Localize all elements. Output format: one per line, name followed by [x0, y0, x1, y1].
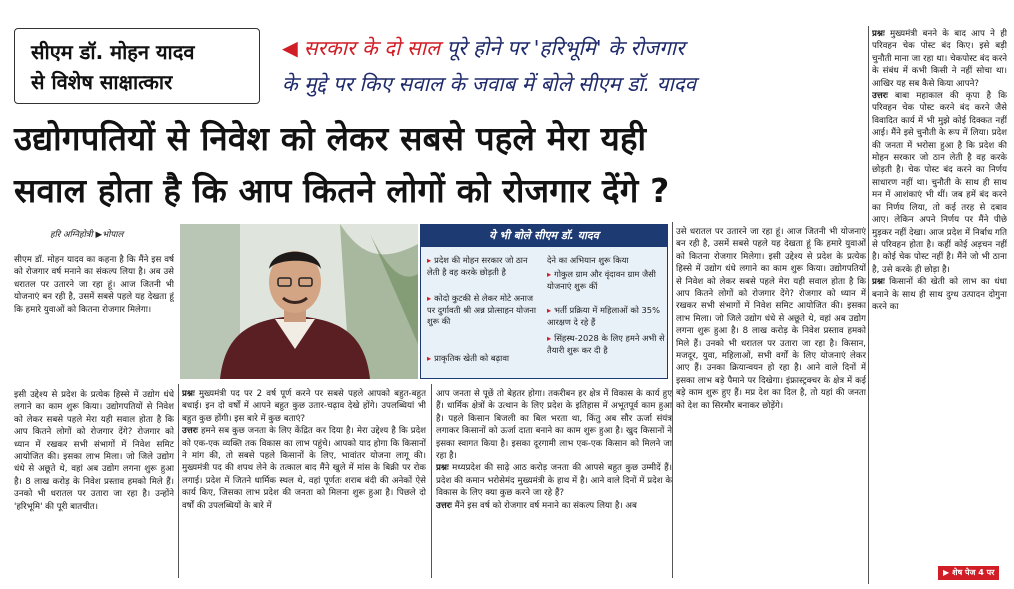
question-label: प्रश्नः: [436, 463, 449, 474]
headline: [14, 113, 869, 217]
question-text: मुख्यमंत्री बनने के बाद आप ने ही परिवहन चेक पोस्ट बंद किए। इसे बड़ी चुनौती माना जा रहा था। चेकपोस्ट बंद करने के संबंध में कभी किसी ने नहीं सोचा था। आखिर यह सब कैसे किया आपने?: [872, 29, 1007, 89]
bullet-arrow-icon: ▸: [427, 255, 432, 265]
side-box-point: ▸ भर्ती प्रक्रिया में महिलाओं को 35% आरक्षण दे रहे हैं: [547, 305, 660, 327]
question-text: किसानों की खेती को लाभ का धंधा बनाने के साथ ही साथ दुग्ध उत्पादन दोगुना करने का: [872, 277, 1007, 312]
answer-label: उत्तरः: [182, 426, 198, 437]
col1-bottom-text: इसी उद्देश्य से प्रदेश के प्रत्येक हिस्से में उद्योग धंधे लगाने का काम शुरू किया। उद्योगपतियों से निवेश को लेकर सबसे पहले मेरा यही सवाल होता है कि आप कितने लोगों को रोजगार देंगे? रोजगार को ध्यान में रखकर सभी संभागों में निवेश समिट आयोजित की। इसका लाभ मिला। जो जिले उद्योग धंधे से अछूते थे, वहां अब उद्योग लगना शुरू हुआ है। 8 लाख करोड़ के निवेश प्रस्ताव हमको मिले हैं। उनको भी धरातल पर उतारा जा रहा है। उन्होंने 'हरिभूमि' की पूरी बातचीत।: [14, 390, 174, 512]
right-column: [872, 28, 1007, 584]
byline: [50, 228, 123, 240]
answer-text: मैंने इस वर्ष को रोजगार वर्ष मनाने का संकल्प लिया है। अब: [454, 500, 637, 511]
column-divider: [672, 222, 673, 578]
side-box-point: ▸ प्राकृतिक खेती को बढ़ावा: [427, 353, 510, 363]
answer-text: बाबा महाकाल की कृपा है कि परिवहन चेक पोस्ट करने बंद करने जैसे विवादित कार्य में भी मुझे कोई दिक्कत नहीं आई। मैंने इसे चुनौती के रूप में लिया। प्रदेश की जनता में भरोसा हुआ है कि प्रदेश की मोहन सरकार जो ठान लेती है वह करके छोड़ती है। चेक पोस्ट बंद करने का निर्णय साधारण नहीं था। चुनौती के साथ ही साथ मन में आशंकाएं भी थीं। जब हमें बंद करने का निर्णय लिया, तो कई तरह से दबाव आए। लेकिन अपने निर्णय पर मैंने पीछे मुड़कर नहीं देखा। आज प्रदेश में निर्बाध गति से परिवहन होता है। कहीं कोई अड़चन नहीं है। कोई चेक पोस्ट नहीं है। मैंने जो भी ठाना है, उसे करके ही छोड़ा है।: [872, 91, 1007, 275]
col2-text: [182, 388, 426, 576]
col3-text: [436, 388, 672, 576]
kicker-text: [282, 30, 867, 102]
kicker-highlight: सरकार के दो साल: [303, 36, 441, 60]
kicker-arrow-icon: ◀: [282, 36, 298, 60]
question-label: प्रश्नः: [872, 29, 885, 39]
continue-arrow-icon: ▶: [943, 568, 950, 577]
question-text: मुख्यमंत्री पद पर 2 वर्ष पूर्ण करने पर सबसे पहले आपको बहुत-बहुत बधाई। इन दो वर्षों में आपने बहुत कुछ उतार-चढ़ाव देखे होंगे। उपलब्धियां भी बहुत कुछ होंगी। इस बारे में कुछ बताएं?: [182, 389, 426, 424]
headline-line-1: उद्योगपतियों से निवेश को लेकर सबसे पहले मेरा यही: [14, 119, 647, 158]
cm-photo: [180, 224, 418, 379]
side-box-point: ▸ प्रदेश की मोहन सरकार जो ठान लेती है वह करके छोड़ती है: [427, 255, 528, 277]
byline-author: हरि अग्निहोत्री: [50, 230, 93, 240]
side-box-point: देने का अभियान शुरू किया: [547, 255, 629, 265]
byline-place: भोपाल: [102, 230, 124, 240]
side-box-point: ▸ सिंहस्थ-2028 के लिए हमने अभी से तैयारी शुरू कर दी है: [547, 333, 665, 355]
kicker-rest: पूरे होने पर 'हरिभूमि' के रोजगार: [440, 36, 685, 60]
col1-top-text: सीएम डॉ. मोहन यादव का कहना है कि मैंने इस वर्ष को रोजगार वर्ष मनाने का संकल्प लिया है। अब उसे धरातल पर उतारने जा रहा हूं। आज जितनी भी योजनाएं बन रही है, उसमें सबसे पहले यह देखता हूं कि हमारे युवाओं को कितना रोजगार मिलेगा।: [14, 255, 174, 315]
side-box-point: ▸ गोकुल ग्राम और वृंदावन ग्राम जैसी योजनाएं शुरू कीं: [547, 269, 656, 291]
question-text: मध्यप्रदेश की साढ़े आठ करोड़ जनता की आपसे बहुत कुछ उम्मीदें हैं। प्रदेश की कमान भरोसेमंद मुख्यमंत्री के हाथ में है। आने वाले दिनों में प्रदेश के विकास के लिए क्या कुछ करने जा रहे हैं?: [436, 463, 672, 499]
column-divider: [178, 384, 179, 578]
answer-label: उत्तरः: [436, 500, 452, 511]
col4-text: उसे धरातल पर उतारने जा रहा हूं। आज जितनी भी योजनाएं बन रही है, उसमें सबसे पहले यह देखता हूं कि हमारे युवाओं को कितना रोजगार मिलेगा। इसी उद्देश्य से प्रदेश के प्रत्येक हिस्से में उद्योग धंधे लगाने का काम शुरू किया। उद्योगपतियों से निवेश को लेकर सबसे पहले मेरा यही सवाल होता है कि आप कितने लोगों को रोजगार देंगे? रोजगार को ध्यान में रखकर सभी संभागों में निवेश समिट आयोजित की। इसका लाभ मिला। जो जिले उद्योग धंधे से अछूते थे, वहां अब उद्योग लगना शुरू हुआ है। 8 लाख करोड़ के निवेश प्रस्ताव हमको मिले हैं। उनको भी धरातल पर उतारा जा रहा है। किसान, मजदूर, युवा, महिलाओं, सभी वर्गों के लिए योजनाएं लेकर आए हैं। उनका क्रियान्वयन हो रहा है। आने वाले दिनों में इसका लाभ बड़े पैमाने पर दिखेगा। इंफ्रास्ट्रक्चर के क्षेत्र में कई बड़े काम शुरू हुए हैं। मप्र देश का दिल है, तो यहां की जनता को देश का सिरमौर बनाकर छोड़ेंगे।: [676, 227, 866, 411]
column-divider: [431, 384, 432, 578]
question-label: प्रश्नः: [872, 277, 885, 288]
cm-photo-illustration: [180, 224, 418, 379]
badge-line-2: से विशेष साक्षात्कार: [31, 70, 173, 94]
bullet-arrow-icon: ▸: [547, 333, 552, 343]
side-box-title: ये भी बोले सीएम डॉ. यादव: [421, 225, 667, 247]
continued-on-page-tag: ▶ शेष पेज 4 पर: [938, 566, 999, 580]
bullet-arrow-icon: ▸: [427, 293, 432, 303]
badge-line-1: सीएम डॉ. मोहन यादव: [31, 40, 195, 64]
answer-label: उत्तरः: [872, 91, 888, 102]
byline-separator-icon: ▶: [95, 230, 103, 240]
interview-badge: [14, 28, 260, 104]
bullet-arrow-icon: ▸: [547, 269, 552, 279]
side-box: [420, 224, 668, 379]
kicker-line-2: के मुद्दे पर किए सवाल के जवाब में बोले सीएम डॉ. यादव: [282, 72, 697, 96]
answer-continued-text: आप जनता से पूछें तो बेहतर होगा। तकरीबन हर क्षेत्र में विकास के कार्य हुए हैं। धार्मिक क्षेत्रों के उत्थान के लिए प्रदेश के इतिहास में अभूतपूर्व काम हुआ है। पहले किसान बिजली का बिल भरता था, किंतु अब सौर ऊर्जा संयंत्र लगाकर किसानों को ऊर्जा दाता बनाने का काम शुरू हुआ है। खुद किसानों ने इसका स्वागत किया है। इसका दूरगामी लाभ एक-एक किसान को मिलने जा रहा है।: [436, 389, 672, 462]
headline-line-2: सवाल होता है कि आप कितने लोगों को रोजगार देंगे ?: [14, 171, 670, 210]
bullet-arrow-icon: ▸: [547, 305, 552, 315]
side-box-point: ▸ कोदो कुटकी से लेकर मोटे अनाज पर दुर्गावती श्री अन्न प्रोत्साहन योजना शुरू की: [427, 293, 536, 327]
bullet-arrow-icon: ▸: [427, 353, 432, 363]
answer-text: हमने सब कुछ जनता के लिए केंद्रित कर दिया है। मेरा उद्देश्य है कि प्रदेश को एक-एक व्यक्ति तक विकास का लाभ पहुंचे। आपको याद होगा कि किसानों ने मांग की, तो सबसे पहले किसानों के लिए, भावांतर योजना लागू की। मुख्यमंत्री पद की शपथ लेने के तत्काल बाद मैंने खुले में मांस के बिक्री पर रोक लगाई। प्रदेश में जितने धार्मिक स्थल थे, वहां पूर्णतः शराब बंदी की अनेकों ऐसे कार्य किए, जिसका लाभ प्रदेश की जनता को मिलना शुरू हुआ है। पिछले दो वर्षों की उपलब्धियों के बारे में: [182, 426, 426, 511]
column-divider: [868, 26, 869, 584]
question-label: प्रश्नः: [182, 389, 195, 399]
